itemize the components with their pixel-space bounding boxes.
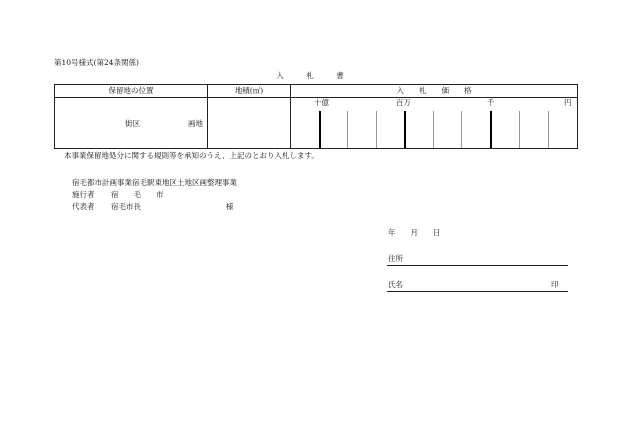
name-label: 氏名 <box>388 280 403 289</box>
header-area: 地積(㎡) <box>234 86 264 95</box>
executor-label: 施行者 <box>72 190 95 199</box>
digit-separator <box>519 111 520 148</box>
seal-mark: 印 <box>551 280 559 289</box>
representative-name: 宿毛市長 <box>111 202 141 211</box>
honorific: 様 <box>226 202 234 211</box>
digit-label-thousand: 千 <box>487 98 495 107</box>
digit-group-separator <box>319 111 321 148</box>
digit-group-separator <box>490 111 492 148</box>
project-name: 宿毛都市計画事業宿毛駅東地区土地区画整理事業 <box>72 178 237 187</box>
header-location: 保留地の位置 <box>108 86 154 95</box>
name-line <box>387 291 568 292</box>
digit-separator <box>347 111 348 148</box>
executor-name: 宿 毛 市 <box>111 190 164 199</box>
lot-label: 画地 <box>188 119 203 128</box>
representative-label: 代表者 <box>72 202 95 211</box>
digit-separator <box>461 111 462 148</box>
header-bid-price: 入 札 価 格 <box>396 86 472 95</box>
digit-group-separator <box>404 111 406 148</box>
bid-statement: 本事業保留地処分に関する規則等を承知のうえ、上記のとおり入札します。 <box>64 151 319 160</box>
digit-separator <box>433 111 434 148</box>
digit-label-million: 百万 <box>396 98 411 107</box>
form-number: 第10号様式(第24条関係) <box>54 58 139 67</box>
block-label: 街区 <box>125 119 140 128</box>
digit-separator <box>548 111 549 148</box>
digit-label-ten-billion: 十億 <box>314 98 329 107</box>
address-label: 住所 <box>388 254 403 263</box>
address-line <box>387 265 568 266</box>
form-title: 入 札 書 <box>276 71 344 80</box>
date-field: 年 月 日 <box>388 228 441 237</box>
digit-separator <box>376 111 377 148</box>
digit-label-yen: 円 <box>564 98 572 107</box>
